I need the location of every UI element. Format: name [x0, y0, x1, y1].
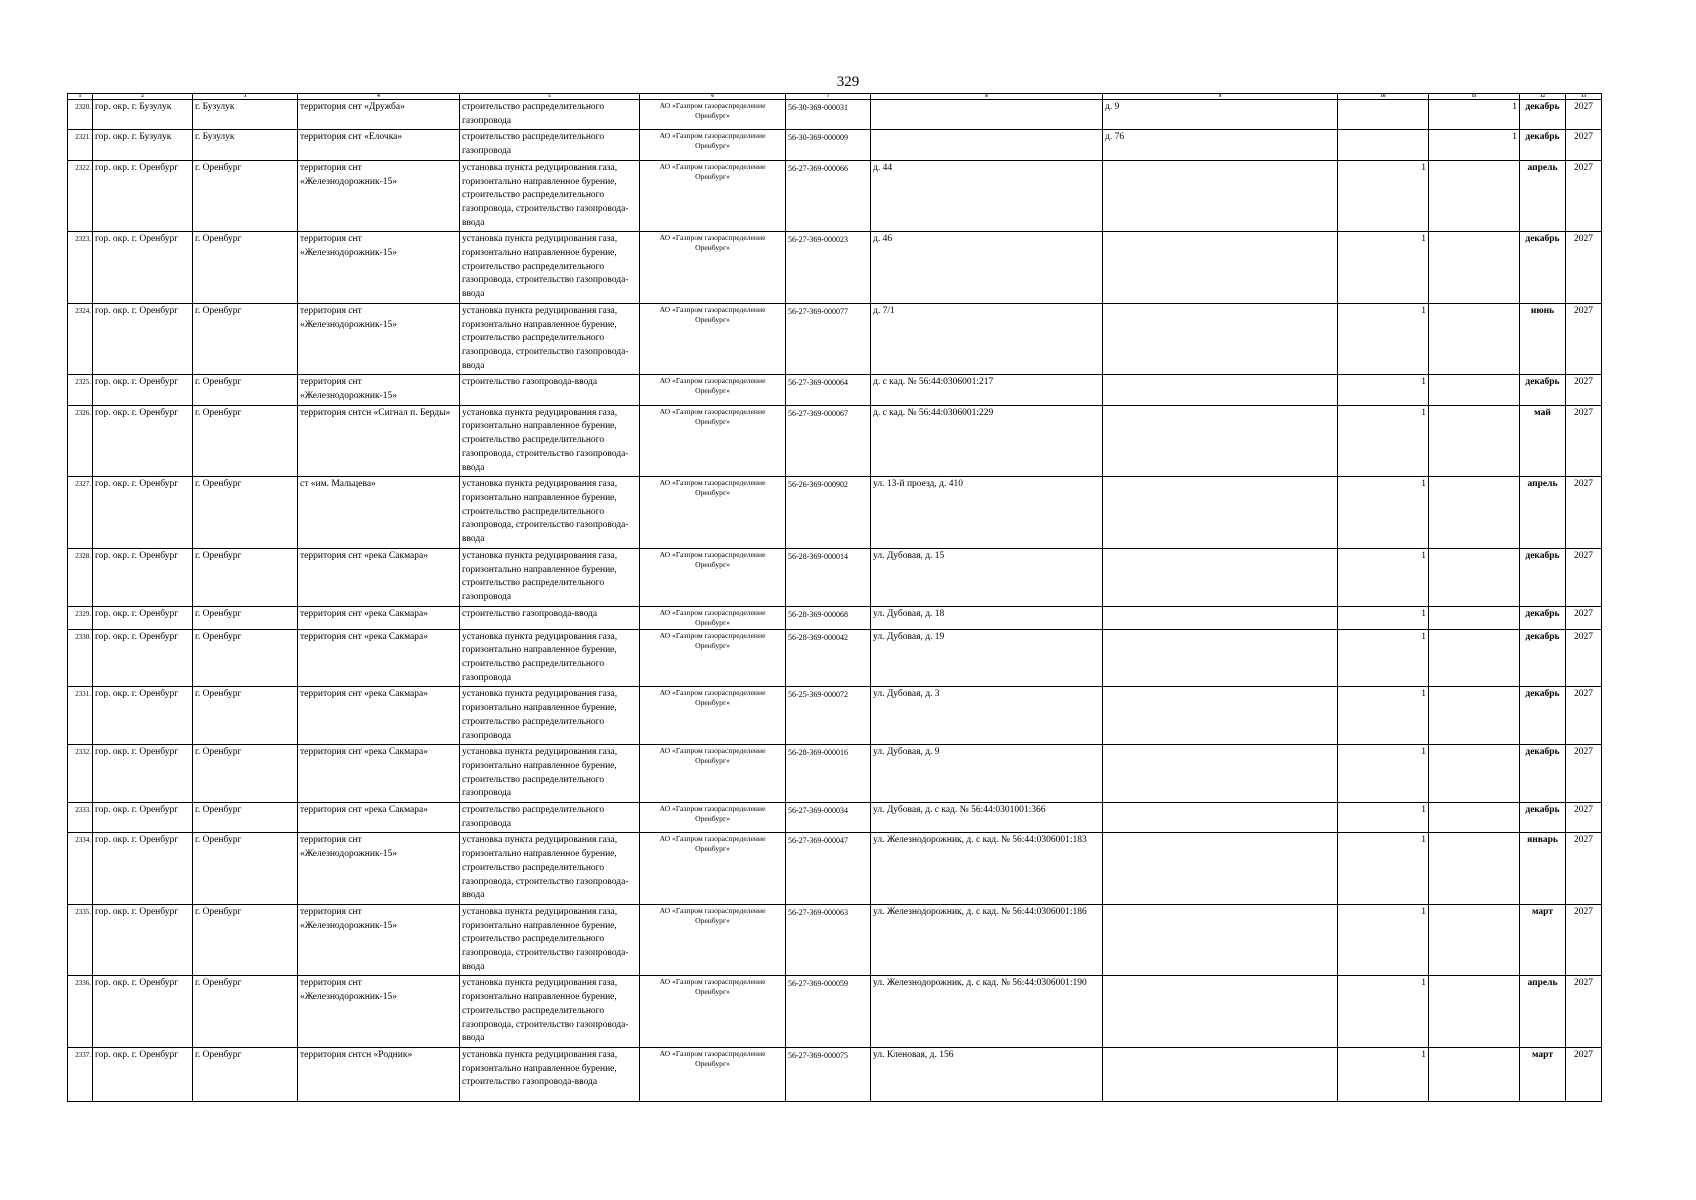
territory-cell: территория снт «Железнодорожник-15» — [298, 232, 460, 304]
territory-cell: территория снт «река Сакмара» — [298, 606, 460, 629]
territory-cell: территория снтсн «Родник» — [298, 1048, 460, 1102]
col10-cell: 1 — [1338, 548, 1429, 606]
year-cell: 2027 — [1566, 629, 1602, 687]
row-number: 2333. — [68, 803, 93, 833]
address-cell: ул. Железнодорожник, д. с кад. № 56:44:0306001:190 — [871, 976, 1103, 1048]
col-number: 11 — [1429, 94, 1520, 100]
work-type-cell: строительство распределительного газопровода — [460, 130, 640, 160]
work-type-cell: установка пункта редуцирования газа, горизонтально направленное бурение, строительство распределительного газопровода, строительство газопровода-ввода — [460, 160, 640, 232]
col10-cell: 1 — [1338, 606, 1429, 629]
table-row — [68, 232, 1602, 304]
col11-cell: 1 — [1429, 130, 1520, 160]
row-number: 2331. — [68, 687, 93, 745]
table-row — [68, 803, 1602, 833]
district-cell: гор. окр. г. Оренбург — [93, 375, 193, 405]
city-cell: г. Оренбург — [193, 687, 298, 745]
table-row — [68, 629, 1602, 687]
gasification-table — [67, 93, 1602, 1102]
organization-cell: АО «Газпром газораспределение Оренбург» — [640, 976, 786, 1048]
city-cell: г. Оренбург — [193, 160, 298, 232]
col11-cell — [1429, 375, 1520, 405]
row-number: 2325. — [68, 375, 93, 405]
work-type-cell: установка пункта редуцирования газа, горизонтально направленное бурение, строительство распределительного газопровода, строительство газопровода-ввода — [460, 405, 640, 477]
col11-cell: 1 — [1429, 100, 1520, 130]
year-cell: 2027 — [1566, 745, 1602, 803]
work-type-cell: установка пункта редуцирования газа, горизонтально направленное бурение, строительство распределительного газопровода, строительство газопровода-ввода — [460, 976, 640, 1048]
organization-cell: АО «Газпром газораспределение Оренбург» — [640, 833, 786, 905]
col10-cell: 1 — [1338, 1048, 1429, 1102]
city-cell: г. Оренбург — [193, 477, 298, 549]
year-cell: 2027 — [1566, 833, 1602, 905]
month-cell: декабрь — [1520, 548, 1566, 606]
month-cell: декабрь — [1520, 687, 1566, 745]
month-cell: апрель — [1520, 160, 1566, 232]
row-number: 2321. — [68, 130, 93, 160]
col11-cell — [1429, 904, 1520, 976]
object-code-cell: 56-27-369-000047 — [786, 833, 871, 905]
table-row — [68, 303, 1602, 375]
object-code-cell: 56-28-369-000014 — [786, 548, 871, 606]
col11-cell — [1429, 629, 1520, 687]
col10-cell: 1 — [1338, 405, 1429, 477]
col10-cell: 1 — [1338, 745, 1429, 803]
district-cell: гор. окр. г. Оренбург — [93, 160, 193, 232]
year-cell: 2027 — [1566, 1048, 1602, 1102]
year-cell: 2027 — [1566, 548, 1602, 606]
table-row — [68, 548, 1602, 606]
address-cell: ул. Дубовая, д. 9 — [871, 745, 1103, 803]
address-cell: д. с кад. № 56:44:0306001:229 — [871, 405, 1103, 477]
year-cell: 2027 — [1566, 130, 1602, 160]
table-row — [68, 833, 1602, 905]
col11-cell — [1429, 606, 1520, 629]
row-number: 2332. — [68, 745, 93, 803]
col-number: 13 — [1566, 94, 1602, 100]
col10-cell: 1 — [1338, 303, 1429, 375]
month-cell: июнь — [1520, 303, 1566, 375]
month-cell: январь — [1520, 833, 1566, 905]
col9-cell: д. 76 — [1103, 130, 1338, 160]
col9-cell — [1103, 232, 1338, 304]
col11-cell — [1429, 405, 1520, 477]
district-cell: гор. окр. г. Оренбург — [93, 477, 193, 549]
object-code-cell: 56-30-369-000009 — [786, 130, 871, 160]
work-type-cell: строительство распределительного газопровода — [460, 100, 640, 130]
work-type-cell: установка пункта редуцирования газа, горизонтально направленное бурение, строительство распределительного газопровода, строительство газопровода-ввода — [460, 904, 640, 976]
col10-cell: 1 — [1338, 976, 1429, 1048]
year-cell: 2027 — [1566, 477, 1602, 549]
table-row — [68, 745, 1602, 803]
col11-cell — [1429, 477, 1520, 549]
month-cell: декабрь — [1520, 232, 1566, 304]
territory-cell: территория снт «Елочка» — [298, 130, 460, 160]
work-type-cell: строительство распределительного газопровода — [460, 803, 640, 833]
year-cell: 2027 — [1566, 375, 1602, 405]
organization-cell: АО «Газпром газораспределение Оренбург» — [640, 548, 786, 606]
month-cell: апрель — [1520, 976, 1566, 1048]
col10-cell — [1338, 130, 1429, 160]
object-code-cell: 56-30-369-000031 — [786, 100, 871, 130]
year-cell: 2027 — [1566, 606, 1602, 629]
work-type-cell: установка пункта редуцирования газа, горизонтально направленное бурение, строительство распределительного газопровода, строительство газопровода-ввода — [460, 303, 640, 375]
organization-cell: АО «Газпром газораспределение Оренбург» — [640, 375, 786, 405]
object-code-cell: 56-25-369-000072 — [786, 687, 871, 745]
table-row — [68, 904, 1602, 976]
address-cell: д. 44 — [871, 160, 1103, 232]
object-code-cell: 56-27-369-000077 — [786, 303, 871, 375]
col-number: 9 — [1103, 94, 1338, 100]
col-number: 8 — [871, 94, 1103, 100]
object-code-cell: 56-27-369-000075 — [786, 1048, 871, 1102]
address-cell: ул. Дубовая, д. 3 — [871, 687, 1103, 745]
table-row — [68, 477, 1602, 549]
col10-cell: 1 — [1338, 833, 1429, 905]
row-number: 2335. — [68, 904, 93, 976]
row-number: 2324. — [68, 303, 93, 375]
row-number: 2326. — [68, 405, 93, 477]
organization-cell: АО «Газпром газораспределение Оренбург» — [640, 303, 786, 375]
territory-cell: территория снт «Железнодорожник-15» — [298, 833, 460, 905]
district-cell: гор. окр. г. Оренбург — [93, 232, 193, 304]
col11-cell — [1429, 745, 1520, 803]
month-cell: декабрь — [1520, 375, 1566, 405]
territory-cell: ст «им. Мальцева» — [298, 477, 460, 549]
col9-cell — [1103, 548, 1338, 606]
table-row — [68, 976, 1602, 1048]
row-number: 2337. — [68, 1048, 93, 1102]
col11-cell — [1429, 1048, 1520, 1102]
col9-cell — [1103, 303, 1338, 375]
table-body — [68, 94, 1602, 1102]
table-row — [68, 687, 1602, 745]
address-cell: ул. Дубовая, д. 18 — [871, 606, 1103, 629]
address-cell — [871, 100, 1103, 130]
address-cell — [871, 130, 1103, 160]
row-number: 2329. — [68, 606, 93, 629]
row-number: 2323. — [68, 232, 93, 304]
organization-cell: АО «Газпром газораспределение Оренбург» — [640, 629, 786, 687]
object-code-cell: 56-26-369-000902 — [786, 477, 871, 549]
district-cell: гор. окр. г. Оренбург — [93, 803, 193, 833]
address-cell: ул. Железнодорожник, д. с кад. № 56:44:0306001:183 — [871, 833, 1103, 905]
organization-cell: АО «Газпром газораспределение Оренбург» — [640, 405, 786, 477]
territory-cell: территория снт «Железнодорожник-15» — [298, 375, 460, 405]
year-cell: 2027 — [1566, 687, 1602, 745]
district-cell: гор. окр. г. Оренбург — [93, 548, 193, 606]
year-cell: 2027 — [1566, 303, 1602, 375]
work-type-cell: установка пункта редуцирования газа, горизонтально направленное бурение, строительство распределительного газопровода — [460, 687, 640, 745]
object-code-cell: 56-27-369-000034 — [786, 803, 871, 833]
month-cell: апрель — [1520, 477, 1566, 549]
work-type-cell: строительство газопровода-ввода — [460, 375, 640, 405]
col9-cell — [1103, 687, 1338, 745]
table-row — [68, 100, 1602, 130]
district-cell: гор. окр. г. Оренбург — [93, 405, 193, 477]
col11-cell — [1429, 303, 1520, 375]
col-number: 7 — [786, 94, 871, 100]
col-number: 6 — [640, 94, 786, 100]
month-cell: май — [1520, 405, 1566, 477]
table-row — [68, 1048, 1602, 1102]
object-code-cell: 56-27-369-000023 — [786, 232, 871, 304]
city-cell: г. Оренбург — [193, 629, 298, 687]
organization-cell: АО «Газпром газораспределение Оренбург» — [640, 803, 786, 833]
district-cell: гор. окр. г. Оренбург — [93, 904, 193, 976]
city-cell: г. Оренбург — [193, 405, 298, 477]
month-cell: декабрь — [1520, 629, 1566, 687]
organization-cell: АО «Газпром газораспределение Оренбург» — [640, 130, 786, 160]
address-cell: д. 46 — [871, 232, 1103, 304]
year-cell: 2027 — [1566, 405, 1602, 477]
territory-cell: территория снт «река Сакмара» — [298, 548, 460, 606]
year-cell: 2027 — [1566, 904, 1602, 976]
district-cell: гор. окр. г. Оренбург — [93, 1048, 193, 1102]
col11-cell — [1429, 803, 1520, 833]
year-cell: 2027 — [1566, 232, 1602, 304]
city-cell: г. Оренбург — [193, 303, 298, 375]
col9-cell — [1103, 803, 1338, 833]
organization-cell: АО «Газпром газораспределение Оренбург» — [640, 606, 786, 629]
col-number: 1 — [68, 94, 93, 100]
organization-cell: АО «Газпром газораспределение Оренбург» — [640, 1048, 786, 1102]
month-cell: март — [1520, 1048, 1566, 1102]
col9-cell — [1103, 375, 1338, 405]
work-type-cell: установка пункта редуцирования газа, горизонтально направленное бурение, строительство распределительного газопровода, строительство газопровода-ввода — [460, 833, 640, 905]
object-code-cell: 56-27-369-000064 — [786, 375, 871, 405]
object-code-cell: 56-27-369-000063 — [786, 904, 871, 976]
work-type-cell: установка пункта редуцирования газа, горизонтально направленное бурение, строительство распределительного газопровода — [460, 548, 640, 606]
col11-cell — [1429, 687, 1520, 745]
col-number: 10 — [1338, 94, 1429, 100]
table-row — [68, 606, 1602, 629]
work-type-cell: установка пункта редуцирования газа, горизонтально направленное бурение, строительство газопровода-ввода — [460, 1048, 640, 1102]
address-cell: ул. Кленовая, д. 156 — [871, 1048, 1103, 1102]
organization-cell: АО «Газпром газораспределение Оренбург» — [640, 232, 786, 304]
territory-cell: территория снт «река Сакмара» — [298, 803, 460, 833]
col11-cell — [1429, 232, 1520, 304]
city-cell: г. Оренбург — [193, 803, 298, 833]
city-cell: г. Оренбург — [193, 976, 298, 1048]
col11-cell — [1429, 548, 1520, 606]
territory-cell: территория снт «Железнодорожник-15» — [298, 303, 460, 375]
city-cell: г. Оренбург — [193, 606, 298, 629]
city-cell: г. Оренбург — [193, 745, 298, 803]
organization-cell: АО «Газпром газораспределение Оренбург» — [640, 745, 786, 803]
month-cell: март — [1520, 904, 1566, 976]
territory-cell: территория снтсн «Сигнал п. Берды» — [298, 405, 460, 477]
district-cell: гор. окр. г. Оренбург — [93, 629, 193, 687]
year-cell: 2027 — [1566, 976, 1602, 1048]
object-code-cell: 56-28-369-000042 — [786, 629, 871, 687]
col11-cell — [1429, 976, 1520, 1048]
table-row — [68, 130, 1602, 160]
organization-cell: АО «Газпром газораспределение Оренбург» — [640, 477, 786, 549]
col9-cell: д. 9 — [1103, 100, 1338, 130]
organization-cell: АО «Газпром газораспределение Оренбург» — [640, 904, 786, 976]
col9-cell — [1103, 405, 1338, 477]
col10-cell: 1 — [1338, 477, 1429, 549]
col9-cell — [1103, 606, 1338, 629]
month-cell: декабрь — [1520, 803, 1566, 833]
year-cell: 2027 — [1566, 803, 1602, 833]
district-cell: гор. окр. г. Оренбург — [93, 687, 193, 745]
address-cell: ул. Дубовая, д. 15 — [871, 548, 1103, 606]
object-code-cell: 56-27-369-000059 — [786, 976, 871, 1048]
page-number: 329 — [836, 74, 860, 90]
address-cell: ул. Дубовая, д. 19 — [871, 629, 1103, 687]
territory-cell: территория снт «Железнодорожник-15» — [298, 976, 460, 1048]
organization-cell: АО «Газпром газораспределение Оренбург» — [640, 160, 786, 232]
city-cell: г. Оренбург — [193, 232, 298, 304]
district-cell: гор. окр. г. Оренбург — [93, 303, 193, 375]
territory-cell: территория снт «река Сакмара» — [298, 687, 460, 745]
month-cell: декабрь — [1520, 130, 1566, 160]
col10-cell — [1338, 100, 1429, 130]
city-cell: г. Бузулук — [193, 130, 298, 160]
row-number: 2327. — [68, 477, 93, 549]
col9-cell — [1103, 833, 1338, 905]
col-number: 5 — [460, 94, 640, 100]
district-cell: гор. окр. г. Оренбург — [93, 833, 193, 905]
col9-cell — [1103, 976, 1338, 1048]
district-cell: гор. окр. г. Бузулук — [93, 100, 193, 130]
district-cell: гор. окр. г. Оренбург — [93, 606, 193, 629]
territory-cell: территория снт «река Сакмара» — [298, 629, 460, 687]
col10-cell: 1 — [1338, 629, 1429, 687]
col11-cell — [1429, 160, 1520, 232]
col9-cell — [1103, 629, 1338, 687]
address-cell: д. 7/1 — [871, 303, 1103, 375]
object-code-cell: 56-28-369-000068 — [786, 606, 871, 629]
col10-cell: 1 — [1338, 232, 1429, 304]
address-cell: д. с кад. № 56:44:0306001:217 — [871, 375, 1103, 405]
month-cell: декабрь — [1520, 100, 1566, 130]
city-cell: г. Оренбург — [193, 833, 298, 905]
col-number: 3 — [193, 94, 298, 100]
col10-cell: 1 — [1338, 687, 1429, 745]
row-number: 2322. — [68, 160, 93, 232]
col9-cell — [1103, 160, 1338, 232]
row-number: 2328. — [68, 548, 93, 606]
col10-cell: 1 — [1338, 160, 1429, 232]
col11-cell — [1429, 833, 1520, 905]
year-cell: 2027 — [1566, 100, 1602, 130]
col9-cell — [1103, 1048, 1338, 1102]
city-cell: г. Оренбург — [193, 904, 298, 976]
row-number: 2334. — [68, 833, 93, 905]
object-code-cell: 56-27-369-000066 — [786, 160, 871, 232]
territory-cell: территория снт «Дружба» — [298, 100, 460, 130]
object-code-cell: 56-27-369-000067 — [786, 405, 871, 477]
city-cell: г. Бузулук — [193, 100, 298, 130]
organization-cell: АО «Газпром газораспределение Оренбург» — [640, 687, 786, 745]
table-row — [68, 160, 1602, 232]
work-type-cell: установка пункта редуцирования газа, горизонтально направленное бурение, строительство распределительного газопровода — [460, 745, 640, 803]
col9-cell — [1103, 477, 1338, 549]
address-cell: ул. Дубовая, д. с кад. № 56:44:0301001:366 — [871, 803, 1103, 833]
col10-cell: 1 — [1338, 375, 1429, 405]
row-number: 2330. — [68, 629, 93, 687]
city-cell: г. Оренбург — [193, 1048, 298, 1102]
col10-cell: 1 — [1338, 803, 1429, 833]
col10-cell: 1 — [1338, 904, 1429, 976]
work-type-cell: установка пункта редуцирования газа, горизонтально направленное бурение, строительство распределительного газопровода, строительство газопровода-ввода — [460, 232, 640, 304]
col-number: 2 — [93, 94, 193, 100]
district-cell: гор. окр. г. Оренбург — [93, 976, 193, 1048]
col-number: 4 — [298, 94, 460, 100]
organization-cell: АО «Газпром газораспределение Оренбург» — [640, 100, 786, 130]
work-type-cell: установка пункта редуцирования газа, горизонтально направленное бурение, строительство распределительного газопровода — [460, 629, 640, 687]
territory-cell: территория снт «Железнодорожник-15» — [298, 160, 460, 232]
city-cell: г. Оренбург — [193, 548, 298, 606]
city-cell: г. Оренбург — [193, 375, 298, 405]
col9-cell — [1103, 904, 1338, 976]
territory-cell: территория снт «Железнодорожник-15» — [298, 904, 460, 976]
row-number: 2320. — [68, 100, 93, 130]
district-cell: гор. окр. г. Оренбург — [93, 745, 193, 803]
table-row — [68, 375, 1602, 405]
col9-cell — [1103, 745, 1338, 803]
month-cell: декабрь — [1520, 606, 1566, 629]
object-code-cell: 56-28-369-000016 — [786, 745, 871, 803]
territory-cell: территория снт «река Сакмара» — [298, 745, 460, 803]
month-cell: декабрь — [1520, 745, 1566, 803]
table-row — [68, 405, 1602, 477]
district-cell: гор. окр. г. Бузулук — [93, 130, 193, 160]
address-cell: ул. 13-й проезд, д. 410 — [871, 477, 1103, 549]
address-cell: ул. Железнодорожник, д. с кад. № 56:44:0306001:186 — [871, 904, 1103, 976]
row-number: 2336. — [68, 976, 93, 1048]
work-type-cell: строительство газопровода-ввода — [460, 606, 640, 629]
work-type-cell: установка пункта редуцирования газа, горизонтально направленное бурение, строительство распределительного газопровода, строительство газопровода-ввода — [460, 477, 640, 549]
year-cell: 2027 — [1566, 160, 1602, 232]
col-number: 12 — [1520, 94, 1566, 100]
